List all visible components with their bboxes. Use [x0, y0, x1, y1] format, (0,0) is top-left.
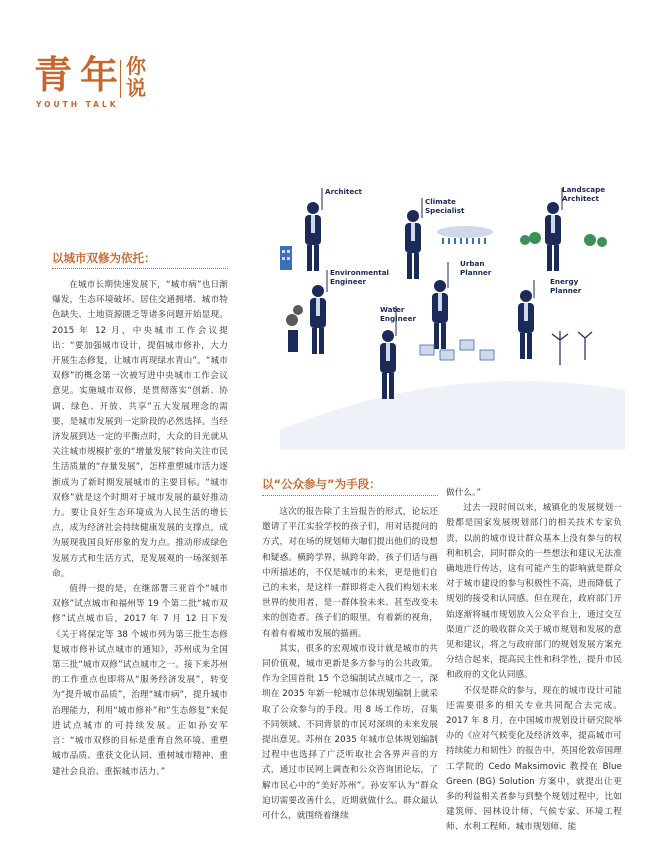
label-engineer: Engineer	[330, 277, 367, 286]
logo-divider	[120, 60, 121, 98]
label-landscape-architect: Architect	[562, 194, 599, 203]
label-specialist: Specialist	[425, 206, 465, 215]
label-climate: Climate	[425, 197, 456, 206]
houses-icon	[420, 340, 494, 360]
wind-turbine-icon	[552, 331, 592, 365]
figure-climate-specialist	[405, 210, 421, 279]
paragraph: 做什么。”	[446, 488, 482, 498]
rain-cloud-icon	[437, 226, 493, 244]
trees-icon	[520, 232, 607, 247]
label-water-engineer: Engineer	[380, 314, 417, 323]
role-labels	[322, 185, 605, 336]
paragraph: 过去一段时间以来，城镇化的发展规划一般都是国家发展规划部门的相关技术专家负责，以前的城市设计群众基本上没有参与的权利和机会，同时群众的一些想法和建议无法准确地进行传达，这有可能产生的影响就是群众对于城市建设的参与积极性不高，进而降低了规划的接受和认同感。但在现在，政府部门开始逐渐将城市规划放入公众平台上，通过交互渠道广泛的吸收群众关于城市规划和发展的意见和建议，将之与政府部门的规划发展方案充分结合起来，提高民主性和科学性，提升市民和政府的文化认同感。	[446, 503, 622, 681]
logo-char-nian: 年	[80, 53, 117, 97]
paragraph: 这次的报告除了主旨报告的形式，论坛还邀请了平江实验学校的孩子们，用对话提问的方式，对在场的规划师大咖们提出他们的设想和疑惑。横跨学界，纵跨年龄，孩子们话与画中所描述的，不仅是城市的未来，更是他们自己的未来，是这样一群即将走入我们构划未来世界的使用者，是一群体验未来、甚至改变未来的创造者。孩子们的眼里，有着新的视角，有着有着城市发展的描画。	[262, 507, 438, 639]
figure-environmental-engineer	[310, 285, 326, 354]
column-left	[52, 278, 228, 780]
label-planner: Planner	[460, 268, 492, 277]
figure-urban-planner	[432, 280, 448, 349]
factory-smoke-icon	[286, 305, 303, 352]
urban-planning-illustration	[270, 180, 630, 450]
label-energy-planner: Planner	[550, 286, 582, 295]
section-title-city-repair: 以城市双修为依托：	[52, 251, 156, 265]
section-divider	[262, 495, 438, 496]
logo-youth-talk	[34, 53, 154, 112]
logo-english: YOUTH TALK	[36, 100, 119, 109]
city-buildings-icon	[280, 246, 292, 270]
paragraph: 其实，很多的宏观城市设计就是城市的共同价值观，城市更新是多方参与的公共政策。作为全国首批 15 个总编制试点城市之一，深圳在 2035 年新一轮城市总体规划编制上就采取了公众参与的手段。用 8 场工作坊，召集不同领域、不同背景的市民对深圳的未来发展提出意见。苏州在 2035 年城市总体规划编制过程中也选择了广泛听取社会各界声音的方式，通过市民网上调查和公众咨询团论坛，了解市民心中的“美好苏州”。孙安军认为“群众迫切需要改善什么，近期就做什么。群众最认可什么，就围绕着继续	[262, 643, 438, 822]
figure-landscape-architect	[545, 202, 561, 271]
label-energy: Energy	[550, 277, 579, 286]
logo-char-ni: 你	[126, 54, 146, 78]
figure-water-engineer	[380, 330, 396, 399]
label-architect: Architect	[325, 187, 362, 196]
figure-energy-planner	[518, 290, 534, 359]
section-title-public-participation: 以“公众参与”为手段：	[262, 477, 381, 491]
paragraph: 值得一提的是，在继部署三亚首个“城市双修”试点城市和福州等 19 个第二批“城市双修”试点城市后，2017 年 7 月 12 日下发《关于将保定等 38 个城市列为第三批生态修复城市修补试点城市的通知》，苏州成为全国第三批“城市双修”试点城市之一。接下来苏州的工作重点也即将从“服务经济发展”，转变为“提升城市品质”，治理“城市病”，提升城市治理能力，利用“城市修补”和“生态修复”来促进试点城市的可持续发展。正如孙安军言：“城市双修的目标是重育自然环境、重塑城市品质、重获文化认同、重树城市精神、重建社会良治、重振城市活力。”	[52, 584, 228, 777]
column-right	[446, 486, 622, 836]
paragraph: 在城市长期快速发展下，“城市病”也日渐爆发，生态环境破坏、居住交通拥堵、城市特色缺失、土地资源匮乏等诸多问题开始显现。2015 年 12 月，中央城市工作会议提出：“要加强城市设计，提倡城市修补，大力开展生态修复，让城市再现绿水青山”。“城市双修”的概念第一次被写进中央城市工作会议意见。实施城市双修，是贯彻落实“创新、协调、绿色、开放、共享”五大发展理念的需要，是城市发展到一定阶段的必然选择。当经济发展到达一定的平衡点时，大众的目光就从关注城市规模扩张的“增量发展”转向关注市民生活质量的“存量发展”，怎样重塑城市活力逐渐成为了新时期发展城市的主要目标。“城市双修”就是这个时期对于城市发展的最好推动力。要让良好生态环境成为人民生活的增长点，成为经济社会持续健康发展的支撑点，成为展现我国良好形象的发力点。推动形成绿色发展方式和生活方式，是发展观的一场深刻革命。	[52, 280, 228, 579]
figure-architect	[305, 202, 321, 271]
column-middle	[262, 505, 438, 824]
logo-char-qing: 青	[34, 53, 71, 97]
label-water: Water	[380, 305, 405, 314]
label-environmental: Environmental	[330, 268, 390, 277]
label-urban: Urban	[460, 259, 485, 268]
logo-char-shuo: 说	[126, 76, 146, 100]
section-divider	[52, 268, 228, 269]
label-landscape: Landscape	[562, 185, 606, 194]
paragraph: 不仅是群众的参与，现在的城市设计可能还需要很多的相关专业共同配合去完成。2017 年 8 月，在中国城市规划设计研究院举办的《应对气候变化及经济效率，提高城市可持续能力和韧性》的报告中，英国伦敦帝国理工学院的 Cedo Maksimovic 教授在 Blue Green (BG) Solution 方案中，就提出让更多的利益相关者参与到整个规划过程中，比如建筑师、园林设计师、气候专家、环境工程师、水利工程师、城市规划师、能	[446, 685, 622, 833]
